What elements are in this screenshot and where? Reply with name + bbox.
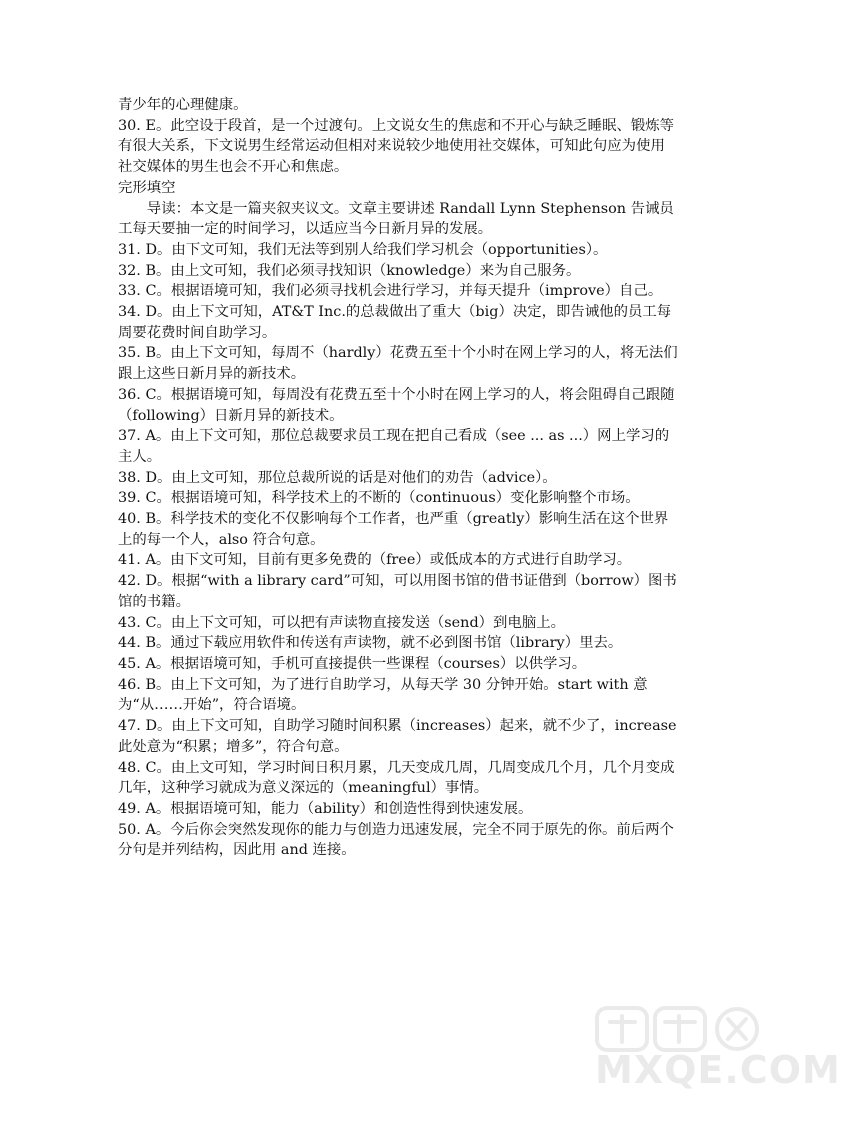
answer-32: 32. B。由上文可知，我们必须寻找知识（knowledge）来为自己服务。 [118, 262, 581, 279]
answer-39: 39. C。根据语境可知，科学技术上的不断的（continuous）变化影响整个市场。 [118, 490, 640, 507]
answer-35: 35. B。由上下文可知，每周不（hardly）花费五至十个小时在网上学习的人，将无法们跟上这些日新月异的新技术。 [118, 345, 678, 383]
answer-34: 34. D。由上下文可知，AT&T Inc.的总裁做出了重大（big）决定，即告诫他的员工每周要花费时间自助学习。 [118, 304, 672, 341]
answer-31: 31. D。由下文可知，我们无法等到别人给我们学习机会（opportunities）。 [118, 241, 608, 258]
answer-44: 44. B。通过下载应用软件和传送有声读物，就不必到图书馆（library）里去。 [118, 635, 623, 652]
answer-42: 42. D。根据“with a library card”可知，可以用图书馆的借书证借到（borrow）图书馆的书籍。 [118, 573, 677, 610]
answer-33: 33. C。根据语境可知，我们必须寻找机会进行学习，并每天提升（improve）自己。 [118, 283, 663, 300]
answer-36: 36. C。根据语境可知，每周没有花费五至十个小时在网上学习的人，将会阻碍自己跟随（following）日新月异的新技术。 [118, 386, 675, 424]
answer-45: 45. A。根据语境可知，手机可直接提供一些课程（courses）以供学习。 [118, 655, 587, 672]
answer-50: 50. A。今后你会突然发现你的能力与创造力迅速发展，完全不同于原先的你。前后两个分句是并列结构，因此用 and 连接。 [118, 821, 674, 859]
paragraph-line-2: 30. E。此空设于段首，是一个过渡句。上文说女生的焦虑和不开心与缺乏睡眠、锻炼等有很大关系，下文说男生经常运动但相对来说较少地使用社交媒体，可知此句应为使用社交媒体的男生也会不开心和焦虑。 [118, 117, 675, 176]
answer-43: 43. C。由上下文可知，可以把有声读物直接发送（send）到电脑上。 [118, 614, 566, 631]
answer-48: 48. C。由上文可知，学习时间日积月累，几天变成几周，几周变成几个月，几个月变成几年，这种学习就成为意义深远的（meaningful）事情。 [118, 759, 675, 797]
answer-47: 47. D。由上下文可知，自助学习随时间积累（increases）起来，就不少了，increase 此处意为“积累；增多”，符合句意。 [118, 718, 677, 755]
intro-paragraph: 导读：本文是一篇夹叙夹议文。文章主要讲述 Randall Lynn Stephenson 告诫员工每天要抽一定的时间学习，以适应当今日新月异的发展。 [118, 200, 674, 238]
answer-49: 49. A。根据语境可知，能力（ability）和创造性得到快速发展。 [118, 800, 533, 817]
paragraph-line-1: 青少年的心理健康。 [118, 97, 248, 113]
answer-40: 40. B。科学技术的变化不仅影响每个工作者，也严重（greatly）影响生活在这个世界上的每一个人，also 符合句意。 [118, 511, 669, 548]
answer-38: 38. D。由上文可知，那位总裁所说的话是对他们的劝告（advice）。 [118, 469, 557, 486]
document-page [118, 95, 678, 861]
answer-37: 37. A。由上下文可知，那位总裁要求员工现在把自己看成（see ... as ...）网上学习的主人。 [118, 428, 670, 465]
watermark-text: MXQE.COM [595, 1048, 841, 1092]
answer-46: 46. B。由上下文可知，为了进行自助学习，从每天学 30 分钟开始。start with 意为“从……开始”，符合语境。 [118, 676, 648, 714]
section-title: 完形填空 [118, 179, 176, 196]
answer-41: 41. A。由下文可知，目前有更多免费的（free）或低成本的方式进行自助学习。 [118, 552, 632, 569]
